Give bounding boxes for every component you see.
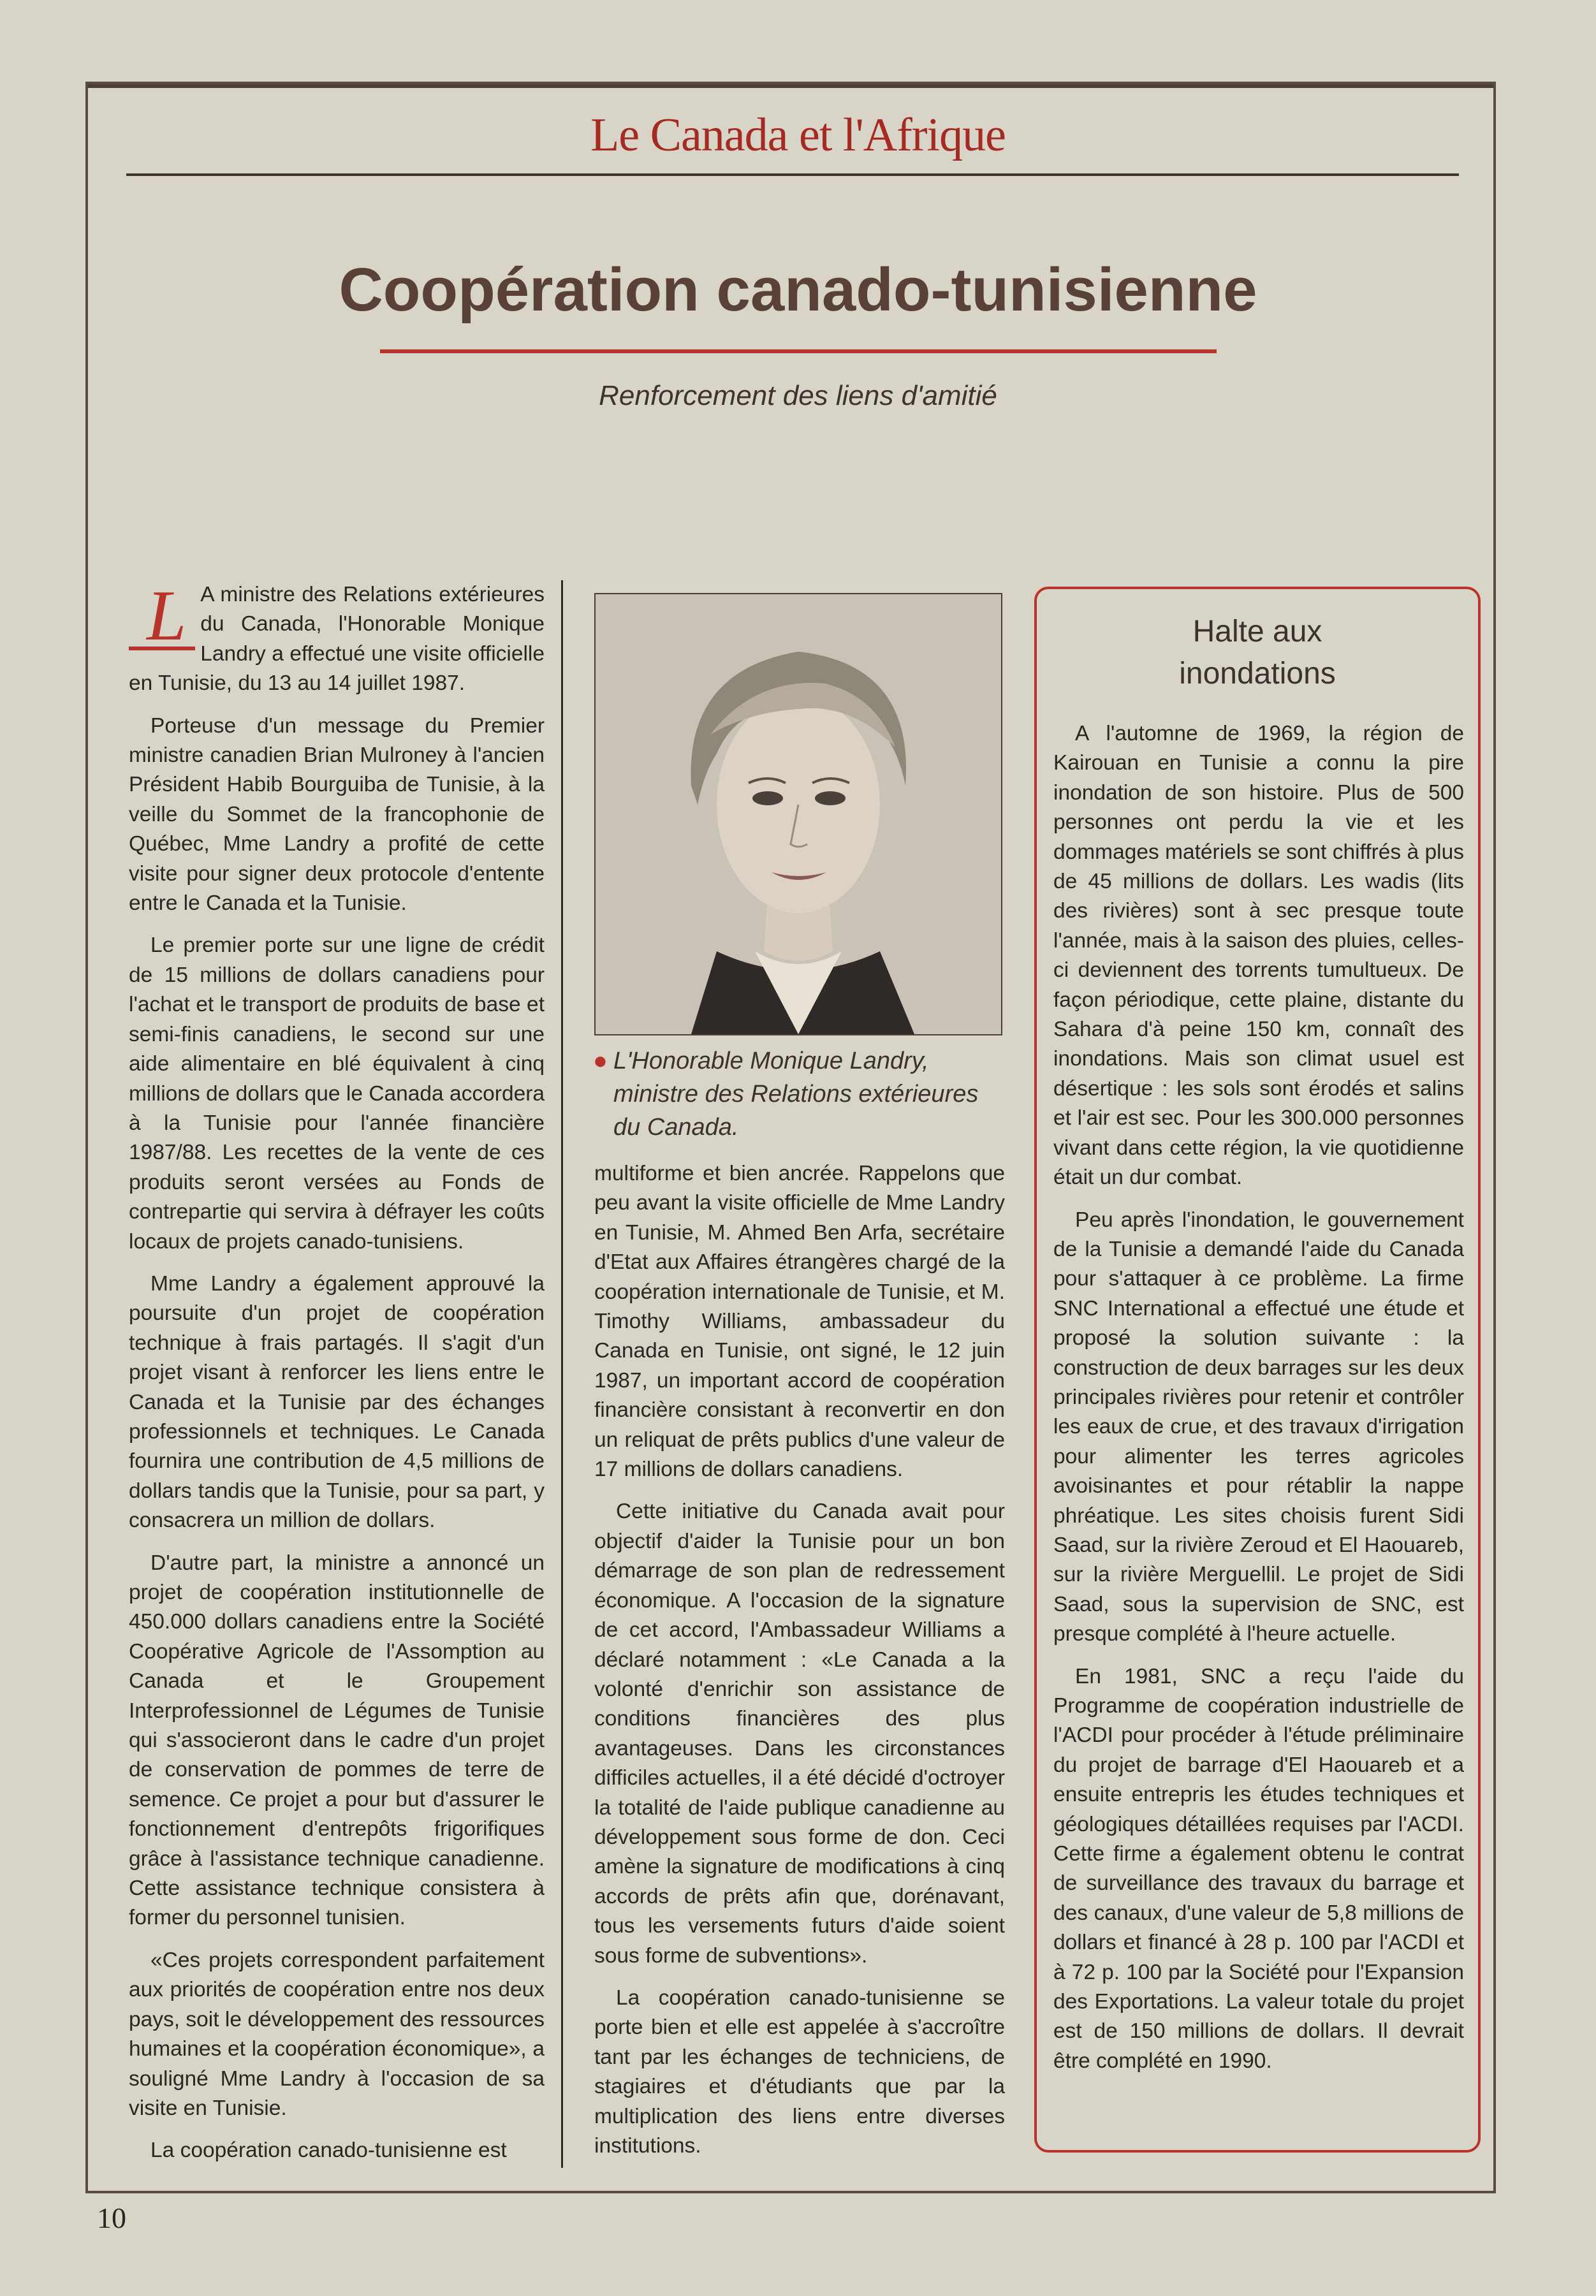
sidebar-column — [1053, 719, 1464, 2089]
article-paragraph: Le premier porte sur une ligne de crédit de 15 millions de dollars canadiens pour l'achat et le transport de produits de base et semi-finis canadiens, le second sur une aide alimentaire en blé équivalent à cinq millions de dollars que le Canada accordera à la Tunisie pour l'année financière 1987/88. Les recettes de la vente de ces produits seront versées au Fonds de contrepartie qui servira à défrayer les coûts locaux de projets canado-tunisiens. — [129, 933, 545, 1254]
article-paragraph: L A ministre des Relations extérieures du Canada, l'Honorable Monique Landry a effectué une visite officielle en Tunisie, du 13 au 14 juillet 1987. — [129, 576, 545, 696]
title-underline — [380, 349, 1217, 353]
article-paragraph: Cette initiative du Canada avait pour objectif d'aider la Tunisie pour un bon démarrage de son plan de redressement économique. A l'occasion de la signature de cet accord, l'Ambassadeur Williams a déclaré notamment : «Le Canada a la volonté d'enrichir son assistance de conditions financières des plus avantageuses. Dans les circonstances difficiles actuelles, il a été décidé d'octroyer la totalité de l'aide publique canadienne au développement sous forme de don. Ceci amène la signature de modifications à cinq accords de prêts afin que, dorénavant, tous les versements futurs d'aide soient sous forme de subventions». — [594, 1500, 1005, 1968]
drop-cap: L — [129, 581, 195, 650]
article-paragraph: multiforme et bien ancrée. Rappelons que peu avant la visite officielle de Mme Landry en Tunisie, M. Ahmed Ben Arfa, secrétaire d'Etat aux Affaires étrangères chargé de la coopération internationale de Tunisie, et M. Timothy Williams, ambassadeur du Canada en Tunisie, ont signé, le 12 juin 1987, un important accord de coopération financière consistant à reconvertir en don un reliquat de prêts publics d'une valeur de 17 millions de dollars canadiens. — [594, 1162, 1005, 1482]
photo-caption — [593, 1044, 1009, 1144]
column-divider — [561, 580, 563, 2168]
article-paragraph: La coopération canado-tunisienne est — [150, 2139, 507, 2163]
portrait-photo — [594, 593, 1002, 1035]
page-number: 10 — [97, 2202, 126, 2234]
article-paragraph: Mme Landry a également approuvé la poursuite d'un projet de coopération technique à frais partagés. Il s'agit d'un projet visant à renforcer les liens entre le Canada et la Tunisie par des échanges professionnels et techniques. Le Canada fournira une contribution de 4,5 millions de dollars tandis que la Tunisie, pour sa part, y consacrera un million de dollars. — [129, 1271, 545, 1533]
sidebar-paragraph: Peu après l'inondation, le gouvernement de la Tunisie a demandé l'aide du Canada pour s'attaquer à ce problème. La firme SNC International a effectué une étude et proposé la solution suivante : la construction de deux barrages sur les deux principales rivières pour retenir et contrôler les eaux de crue, et des travaux d'irrigation pour alimenter les terres agricoles avoisinantes et pour rétablir la nappe phréatique. Les sites choisis furent Sidi Saad, sur la rivière Zeroud et El Haouareb, sur la rivière Merguellil. Le projet de Sidi Saad, sous la supervision de SNC, est presque complété à l'heure actuelle. — [1053, 1208, 1464, 1646]
article-paragraph: Porteuse d'un message du Premier ministre canadien Brian Mulroney à l'ancien Président Habib Bourguiba de Tunisie, à la veille du Sommet de la francophonie de Québec, Mme Landry a profité de cette visite pour signer deux protocole d'entente entre le Canada et la Tunisie. — [129, 713, 545, 916]
sidebar-title-line: inondations — [1179, 657, 1336, 691]
middle-column — [594, 1159, 1005, 2174]
bullet-icon: ● — [593, 1048, 608, 1074]
article-title: Coopération canado-tunisienne — [339, 256, 1257, 324]
article-paragraph: La coopération canado-tunisienne se porte bien et elle est appelée à s'accroître tant par les échanges de techniciens, de stagiaires et d'étudiants que par la multiplication des liens entre diverses institutions. — [594, 1985, 1005, 2158]
sidebar-title-line: Halte aux — [1192, 615, 1322, 648]
header-divider — [126, 173, 1459, 176]
sidebar-title — [1034, 611, 1481, 695]
portrait-illustration — [596, 594, 1001, 1034]
section-header: Le Canada et l'Afrique — [590, 109, 1006, 161]
article-subtitle: Renforcement des liens d'amitié — [599, 380, 997, 411]
article-paragraph: «Ces projets correspondent parfaitement aux priorités de coopération entre nos deux pays, soit le développement des ressources humaines et la coopération économique», a souligné Mme Landry à l'occasion de sa visite en Tunisie. — [129, 1948, 545, 2120]
article-paragraph: D'autre part, la ministre a annoncé un projet de coopération institutionnelle de 450.000 dollars canadiens entre la Société Coopérative Agricole de l'Assomption au Canada et le Groupement Interprofessionnel de Légumes de Tunisie qui s'associeront dans le cadre d'un projet de conservation de pommes de terre de semence. Ce projet a pour but d'assurer le fonctionnement d'entrepôts frigorifiques grâce à l'assistance technique canadienne. Cette assistance technique consistera à former du personnel tunisien. — [129, 1551, 545, 1930]
sidebar-paragraph: En 1981, SNC a reçu l'aide du Programme de coopération industrielle de l'ACDI pour procéder à l'étude préliminaire du projet de barrage d'El Haouareb et a ensuite entrepris les études techniques et géologiques détaillées requises par l'ACDI. Cette firme a également obtenu le contrat de surveillance des travaux du barrage et des canaux, d'une valeur de 5,8 millions de dollars et financé à 28 p. 100 par l'ACDI et à 72 p. 100 par la Société pour l'Expansion des Exportations. La valeur totale du projet est de 150 millions de dollars. Il devrait être complété en 1990. — [1053, 1664, 1464, 2073]
left-column — [129, 576, 545, 2179]
photo-caption-text: L'Honorable Monique Landry, ministre des Relations extérieures du Canada. — [613, 1048, 979, 1141]
sidebar-paragraph: A l'automne de 1969, la région de Kairouan en Tunisie a connu la pire inondation de son histoire. Plus de 500 personnes ont perdu la vie et les dommages matériels se sont chiffrés à plus de 45 millions de dollars. Les wadis (lits des rivières) sont à sec presque toute l'année, mais à la saison des pluies, celles-ci deviennent des torrents tumultueux. De façon périodique, cette plaine, distante du Sahara d'à peine 150 km, connaît des inondations. Mais son climat usuel est désertique : les sols sont érodés et salins et l'air est sec. Pour les 300.000 personnes vivant dans cette région, la vie quotidienne était un dur combat. — [1053, 722, 1464, 1190]
